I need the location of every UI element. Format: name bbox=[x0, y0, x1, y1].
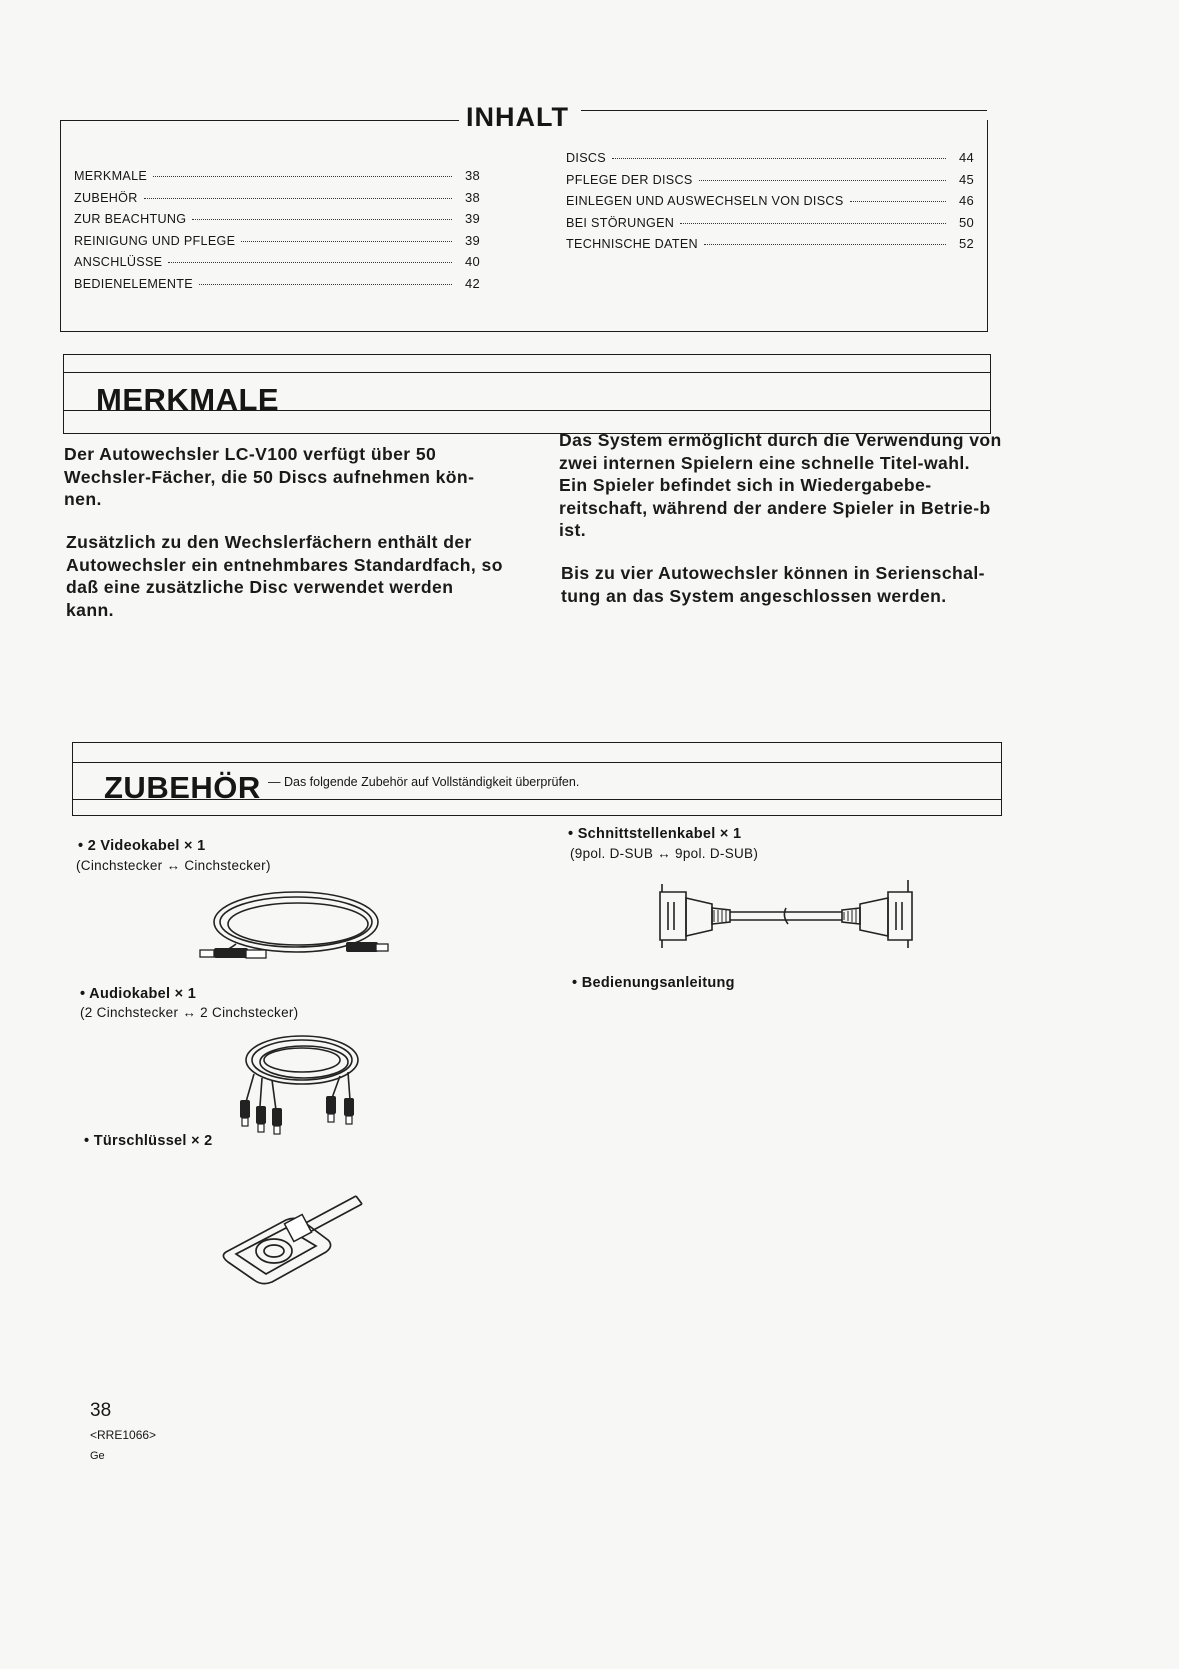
accessory-name: • 2 Videokabel × 1 bbox=[78, 838, 206, 854]
document-code: <RRE1066> bbox=[90, 1428, 157, 1442]
contents-entry-label: ANSCHLÜSSE bbox=[74, 255, 163, 270]
accessories-title: ZUBEHÖR bbox=[104, 770, 261, 805]
video-cable-icon bbox=[196, 884, 396, 974]
dsub-cable-icon bbox=[650, 874, 926, 954]
contents-entry bbox=[74, 254, 480, 276]
contents-entry-label: DISCS bbox=[566, 151, 606, 165]
features-title: MERKMALE bbox=[96, 382, 280, 417]
accessory-name: • Audiokabel × 1 bbox=[80, 986, 197, 1002]
contents-entry-page: 40 bbox=[464, 254, 480, 270]
contents-entry-page: 38 bbox=[464, 189, 480, 205]
accessory-detail: (Cinchstecker ↔ Cinchstecker) bbox=[76, 858, 271, 873]
contents-entry-label: ZUR BEACHTUNG bbox=[74, 212, 187, 227]
contents-entry-label: BEDIENELEMENTE bbox=[74, 276, 193, 291]
language-code: Ge bbox=[90, 1450, 105, 1462]
contents-entry-label: BEI STÖRUNGEN bbox=[566, 215, 675, 230]
contents-entry-label: TECHNISCHE DATEN bbox=[566, 237, 698, 252]
contents-entry-label: MERKMALE bbox=[74, 169, 148, 183]
contents-entry bbox=[566, 172, 974, 194]
contents-entry-page: 38 bbox=[464, 168, 480, 183]
contents-entry bbox=[566, 236, 974, 258]
contents-entry-page: 44 bbox=[958, 150, 974, 165]
contents-entry bbox=[566, 193, 974, 215]
contents-entry bbox=[566, 215, 974, 237]
accessory-name: • Türschlüssel × 2 bbox=[84, 1133, 213, 1149]
contents-entry-page: 39 bbox=[464, 211, 480, 227]
contents-entry-label: EINLEGEN UND AUSWECHSELN VON DISCS bbox=[566, 194, 844, 209]
contents-entry bbox=[566, 150, 974, 172]
door-key-icon bbox=[216, 1190, 366, 1290]
contents-entry-page: 46 bbox=[958, 193, 974, 209]
contents-entry-page: 50 bbox=[958, 214, 974, 230]
contents-entry bbox=[74, 276, 480, 298]
contents-entry-label: ZUBEHÖR bbox=[74, 190, 138, 205]
contents-right-column bbox=[566, 150, 974, 258]
accessory-detail: (2 Cinchstecker ↔ 2 Cinchstecker) bbox=[80, 1005, 299, 1020]
contents-entry-label: PFLEGE DER DISCS bbox=[566, 172, 693, 187]
contents-entry bbox=[74, 168, 480, 190]
contents-title: INHALT bbox=[466, 102, 569, 132]
contents-entry-label: REINIGUNG UND PFLEGE bbox=[74, 233, 236, 248]
contents-entry-page: 39 bbox=[464, 232, 480, 248]
features-paragraph: Das System ermöglicht durch die Verwendung von zwei internen Spielern eine schnelle Titel-wahl. Ein Spieler befindet sich in Wiedergabebe-reitschaft, während der andere Spieler in Betrie-b ist. bbox=[559, 430, 1002, 540]
contents-left-column bbox=[74, 168, 480, 298]
contents-entry-page: 45 bbox=[958, 171, 974, 187]
features-paragraph: Der Autowechsler LC-V100 verfügt über 50 Wechsler-Fächer, die 50 Discs aufnehmen kön-nen. bbox=[64, 444, 475, 509]
accessories-subtitle: — Das folgende Zubehör auf Vollständigkeit überprüfen. bbox=[268, 775, 580, 789]
page-number: 38 bbox=[90, 1400, 112, 1421]
accessory-name: • Schnittstellenkabel × 1 bbox=[568, 826, 742, 842]
features-paragraph: Bis zu vier Autowechsler können in Serienschal-tung an das System angeschlossen werden. bbox=[561, 563, 985, 606]
contents-entry-page: 42 bbox=[464, 275, 480, 291]
features-paragraph: Zusätzlich zu den Wechslerfächern enthält der Autowechsler ein entnehmbares Standardfach, so daß eine zusätzliche Disc verwendet werden kann. bbox=[66, 532, 503, 620]
accessory-detail: (9pol. D-SUB ↔ 9pol. D-SUB) bbox=[570, 846, 759, 861]
contents-entry bbox=[74, 190, 480, 212]
contents-entry bbox=[74, 211, 480, 233]
contents-entry bbox=[74, 233, 480, 255]
accessory-name: • Bedienungsanleitung bbox=[572, 975, 735, 991]
contents-entry-page: 52 bbox=[958, 236, 974, 252]
audio-cable-icon bbox=[232, 1028, 372, 1138]
